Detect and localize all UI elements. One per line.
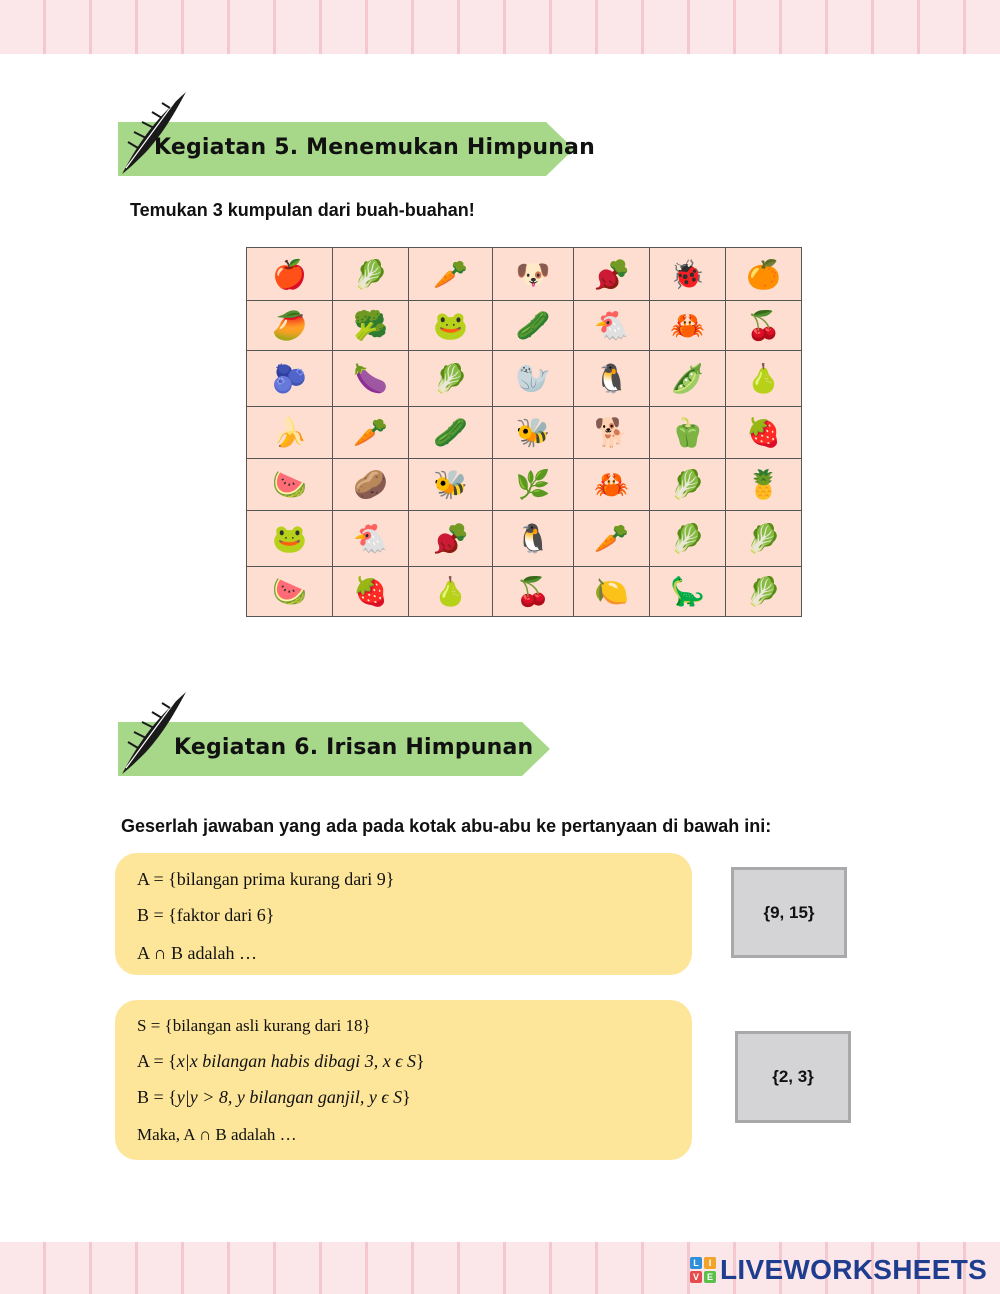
border-cell: [184, 0, 230, 54]
border-cell: [46, 0, 92, 54]
grid-cell[interactable]: [409, 567, 493, 617]
dog-icon: 🐕: [594, 416, 629, 449]
grid-cell[interactable]: [574, 407, 650, 459]
border-cell: [0, 0, 46, 54]
chicken-icon: 🐔: [594, 309, 629, 342]
question2-line2: [137, 1051, 425, 1072]
activity5-banner: [118, 122, 595, 176]
grid-cell[interactable]: [726, 511, 802, 567]
border-cell: [322, 1242, 368, 1294]
grid-cell[interactable]: [333, 248, 409, 301]
grid-cell[interactable]: [333, 407, 409, 459]
border-cell: [368, 1242, 414, 1294]
border-cell: [644, 0, 690, 54]
grid-cell[interactable]: [333, 459, 409, 511]
strawberry-icon: 🍓: [353, 575, 388, 608]
orange-icon: 🍊: [746, 257, 781, 291]
grid-cell[interactable]: [650, 407, 726, 459]
border-cell: [322, 0, 368, 54]
lemon-icon: 🍋: [594, 575, 629, 608]
border-cell: [966, 0, 1000, 54]
cherry-icon: 🍒: [515, 575, 551, 608]
bell-pepper-icon: 🫑: [670, 416, 705, 449]
crab-icon: 🦀: [670, 309, 705, 342]
grid-cell[interactable]: [650, 511, 726, 567]
grid-cell[interactable]: [247, 248, 333, 301]
border-cell: [552, 0, 598, 54]
grid-cell[interactable]: [247, 301, 333, 351]
grid-row: [247, 511, 802, 567]
grid-row: [247, 407, 802, 459]
border-cell: [414, 1242, 460, 1294]
grid-cell[interactable]: [247, 407, 333, 459]
pear-icon: 🍐: [433, 575, 468, 608]
logo-mark-icon: [690, 1257, 716, 1283]
dog-icon: 🐶: [515, 257, 551, 291]
spinach-icon: 🌿: [515, 468, 551, 501]
set-a-suffix: }: [415, 1051, 425, 1071]
grid-cell[interactable]: [493, 459, 574, 511]
grid-cell[interactable]: [726, 459, 802, 511]
bok-choy-icon: 🥬: [433, 362, 468, 395]
quill-icon: [116, 88, 190, 176]
grid-cell[interactable]: [574, 511, 650, 567]
eggplant-icon: 🍆: [353, 362, 388, 395]
cherry-icon: 🍒: [746, 309, 781, 342]
grid-cell[interactable]: [493, 407, 574, 459]
border-cell: [736, 0, 782, 54]
carrot-icon: 🥕: [433, 257, 468, 291]
grid-cell[interactable]: [574, 301, 650, 351]
answer-tile[interactable]: {2, 3}: [735, 1031, 851, 1123]
celery-icon: 🥬: [746, 522, 781, 555]
grid-cell[interactable]: [493, 248, 574, 301]
activity5-title: Kegiatan 5. Menemukan Himpunan: [154, 135, 595, 160]
border-cell: [0, 1242, 46, 1294]
carrot-icon: 🥕: [594, 522, 629, 555]
border-cell: [138, 1242, 184, 1294]
logo-letter: L: [690, 1257, 702, 1269]
border-cell: [506, 1242, 552, 1294]
crab-icon: 🦀: [594, 468, 629, 501]
frog-icon: 🐸: [433, 309, 468, 342]
grid-cell[interactable]: [333, 351, 409, 407]
border-cell: [506, 0, 552, 54]
potato-icon: 🥔: [353, 468, 388, 501]
grid-cell[interactable]: [493, 567, 574, 617]
pineapple-icon: 🍍: [746, 468, 781, 501]
beetroot-icon: 🫜: [433, 522, 468, 555]
grid-row: [247, 567, 802, 617]
grid-cell[interactable]: [726, 351, 802, 407]
border-cell: [230, 1242, 276, 1294]
set-b-suffix: }: [402, 1087, 411, 1107]
grid-cell[interactable]: [247, 351, 333, 407]
grid-cell[interactable]: [650, 301, 726, 351]
liveworksheets-logo[interactable]: [690, 1254, 987, 1286]
question1-line1: A = {bilangan prima kurang dari 9}: [137, 869, 395, 889]
logo-letter: I: [704, 1257, 716, 1269]
apple-icon: 🍎: [272, 257, 307, 291]
grid-row: [247, 351, 802, 407]
grid-cell[interactable]: [493, 301, 574, 351]
set-b-math: y|y > 8, y bilangan ganjil, y ϵ S: [176, 1087, 403, 1107]
grid-cell[interactable]: [247, 459, 333, 511]
grid-cell[interactable]: [574, 351, 650, 407]
border-cell: [690, 0, 736, 54]
grid-cell[interactable]: [726, 407, 802, 459]
penguin-icon: 🐧: [515, 522, 551, 555]
grid-cell[interactable]: [574, 567, 650, 617]
border-cell: [598, 1242, 644, 1294]
cucumber-icon: 🥒: [433, 416, 468, 449]
bok-choy-icon: 🥬: [670, 522, 705, 555]
logo-letter: E: [704, 1271, 716, 1283]
border-cell: [460, 1242, 506, 1294]
activity6-title: Kegiatan 6. Irisan Himpunan: [174, 735, 534, 760]
question2-dropzone[interactable]: [115, 1000, 692, 1160]
border-cell: [552, 1242, 598, 1294]
blueberry-icon: 🫐: [272, 362, 307, 395]
bok-choy-icon: 🥬: [746, 575, 781, 608]
grid-cell[interactable]: [650, 248, 726, 301]
border-cell: [414, 0, 460, 54]
grid-cell[interactable]: [409, 407, 493, 459]
quill-icon: [116, 688, 190, 776]
border-cell: [46, 1242, 92, 1294]
grid-row: [247, 459, 802, 511]
grid-row: [247, 248, 802, 301]
avocado-icon: 🍐: [746, 362, 781, 395]
question1-line3: A ∩ B adalah …: [137, 943, 257, 963]
frog-icon: 🐸: [272, 522, 307, 555]
top-border: [0, 0, 1000, 54]
watermelon-icon: 🍉: [272, 575, 307, 608]
icon-grid: [246, 247, 802, 617]
watermelon-icon: 🍉: [272, 468, 307, 501]
penguin-icon: 🐧: [594, 362, 629, 395]
border-cell: [644, 1242, 690, 1294]
border-cell: [460, 0, 506, 54]
grid-cell[interactable]: [650, 351, 726, 407]
activity6-banner: [118, 722, 550, 776]
cucumber-icon: 🥒: [515, 309, 551, 342]
grid-cell[interactable]: [333, 301, 409, 351]
grid-cell[interactable]: [493, 511, 574, 567]
answer-tile[interactable]: {9, 15}: [731, 867, 847, 958]
grid-cell[interactable]: [409, 511, 493, 567]
grid-cell[interactable]: [409, 351, 493, 407]
grid-cell[interactable]: [409, 301, 493, 351]
set-a-math: x|x bilangan habis dibagi 3, x ϵ S: [176, 1051, 416, 1071]
activity5-instruction: Temukan 3 kumpulan dari buah-buahan!: [130, 200, 475, 220]
question2-line3: [137, 1087, 411, 1108]
dinosaur-icon: 🦕: [670, 575, 705, 608]
grid-cell[interactable]: [726, 567, 802, 617]
border-cell: [92, 1242, 138, 1294]
grid-cell[interactable]: [333, 567, 409, 617]
mango-icon: 🥭: [272, 309, 307, 342]
border-cell: [184, 1242, 230, 1294]
strawberry-icon: 🍓: [746, 416, 781, 449]
grid-cell[interactable]: [650, 459, 726, 511]
logo-letter: V: [690, 1271, 702, 1283]
green-beans-icon: 🫛: [670, 362, 705, 395]
grid-cell[interactable]: [493, 351, 574, 407]
border-cell: [920, 0, 966, 54]
border-cell: [828, 0, 874, 54]
border-cell: [598, 0, 644, 54]
carrot-icon: 🥕: [353, 416, 388, 449]
grid-row: [247, 301, 802, 351]
question1-dropzone[interactable]: [115, 853, 692, 975]
border-cell: [230, 0, 276, 54]
question2-line1: S = {bilangan asli kurang dari 18}: [137, 1016, 371, 1035]
border-cell: [276, 0, 322, 54]
set-a-prefix: A = {: [137, 1051, 177, 1071]
border-cell: [138, 0, 184, 54]
grid-cell[interactable]: [247, 567, 333, 617]
activity6-instruction: Geserlah jawaban yang ada pada kotak abu-abu ke pertanyaan di bawah ini:: [121, 816, 772, 836]
banana-icon: 🍌: [272, 416, 307, 449]
question2-line4: Maka, A ∩ B adalah …: [137, 1125, 297, 1144]
border-cell: [782, 0, 828, 54]
cabbage-icon: 🥬: [670, 468, 705, 501]
celery-icon: 🥬: [353, 257, 388, 291]
grid-cell[interactable]: [409, 248, 493, 301]
bee-icon: 🐝: [515, 416, 551, 449]
border-cell: [368, 0, 414, 54]
set-b-prefix: B = {: [137, 1087, 177, 1107]
border-cell: [874, 0, 920, 54]
grid-cell[interactable]: [409, 459, 493, 511]
grid-cell[interactable]: [726, 301, 802, 351]
grid-cell[interactable]: [247, 511, 333, 567]
chicken-icon: 🐔: [353, 522, 388, 555]
logo-text: LIVEWORKSHEETS: [720, 1254, 988, 1285]
grid-cell[interactable]: [726, 248, 802, 301]
ladybug-icon: 🐞: [670, 257, 705, 291]
bee-icon: 🐝: [433, 468, 468, 501]
grid-cell[interactable]: [650, 567, 726, 617]
border-cell: [92, 0, 138, 54]
seal-icon: 🦭: [515, 362, 551, 395]
grid-cell[interactable]: [574, 459, 650, 511]
question1-line2: B = {faktor dari 6}: [137, 905, 275, 925]
grid-cell[interactable]: [574, 248, 650, 301]
broccoli-icon: 🥦: [353, 309, 388, 342]
beetroot-icon: 🫜: [594, 257, 629, 291]
grid-cell[interactable]: [333, 511, 409, 567]
border-cell: [276, 1242, 322, 1294]
